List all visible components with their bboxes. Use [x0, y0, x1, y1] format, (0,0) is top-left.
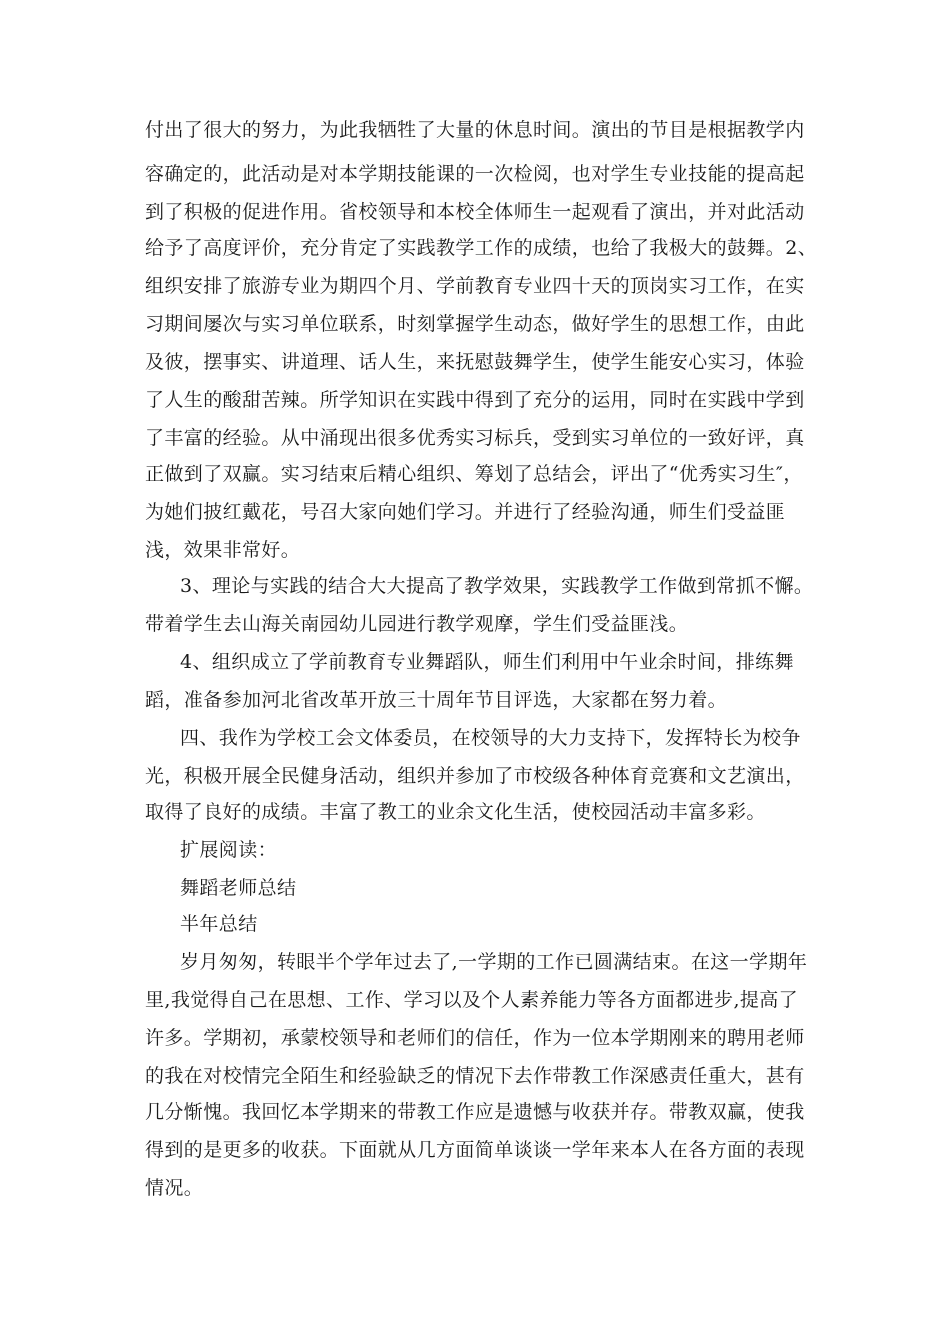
text-line: 为她们披红戴花，号召大家向她们学习。并进行了经验沟通，师生们受益匪 — [145, 501, 786, 523]
text-line: 浅，效果非常好。 — [145, 539, 301, 561]
text-line: 容确定的，此活动是对本学期技能课的一次检阅，也对学生专业技能的提高起 — [145, 163, 805, 185]
text-line: 里,我觉得自己在思想、工作、学习以及个人素养能力等各方面都进步,提高了 — [145, 989, 799, 1011]
paragraph-start-line: 4、组织成立了学前教育专业舞蹈队，师生们利用中午业余时间，排练舞 — [180, 651, 794, 673]
text-line: 组织安排了旅游专业为期四个月、学前教育专业四十天的顶岗实习工作，在实 — [145, 275, 805, 297]
text-line: 到了积极的促进作用。省校领导和本校全体师生一起观看了演出，并对此活动 — [145, 201, 805, 223]
text-line: 习期间屡次与实习单位联系，时刻掌握学生动态，做好学生的思想工作，由此 — [145, 313, 805, 335]
paragraph-start-line: 3、理论与实践的结合大大提高了教学效果，实践教学工作做到常抓不懈。 — [180, 575, 814, 597]
text-line: 带着学生去山海关南园幼儿园进行教学观摩，学生们受益匪浅。 — [145, 613, 689, 635]
section-heading: 舞蹈老师总结 — [180, 877, 297, 899]
text-line: 得到的是更多的收获。下面就从几方面简单谈谈一学年来本人在各方面的表现 — [145, 1139, 805, 1161]
text-line: 给予了高度评价，充分肯定了实践教学工作的成绩，也给了我极大的鼓舞。2、 — [145, 237, 818, 259]
text-line: 许多。学期初，承蒙校领导和老师们的信任，作为一位本学期刚来的聘用老师 — [145, 1027, 805, 1049]
text-line: 了人生的酸甜苦辣。所学知识在实践中得到了充分的运用，同时在实践中学到 — [145, 389, 805, 411]
text-line: 了丰富的经验。从中涌现出很多优秀实习标兵，受到实习单位的一致好评，真 — [145, 427, 805, 449]
section-heading: 半年总结 — [180, 913, 258, 935]
text-line: 几分惭愧。我回忆本学期来的带教工作应是遗憾与收获并存。带教双赢，使我 — [145, 1101, 805, 1123]
text-line: 蹈，准备参加河北省改革开放三十周年节目评选，大家都在努力着。 — [145, 689, 728, 711]
text-line: 光，积极开展全民健身活动，组织并参加了市校级各种体育竞赛和文艺演出， — [145, 765, 805, 787]
section-label: 扩展阅读： — [180, 839, 278, 861]
text-line: 付出了很大的努力，为此我牺牲了大量的休息时间。演出的节目是根据教学内 — [145, 119, 805, 141]
text-line: 取得了良好的成绩。丰富了教工的业余文化生活，使校园活动丰富多彩。 — [145, 801, 766, 823]
text-line: 正做到了双赢。实习结束后精心组织、筹划了总结会，评出了“优秀实习生″， — [145, 463, 803, 485]
paragraph-start-line: 四、我作为学校工会文体委员，在校领导的大力支持下，发挥特长为校争 — [180, 727, 801, 749]
text-line: 的我在对校情完全陌生和经验缺乏的情况下去作带教工作深感责任重大，甚有 — [145, 1065, 805, 1087]
text-line: 情况。 — [145, 1177, 204, 1199]
paragraph-start-line: 岁月匆匆，转眼半个学年过去了,一学期的工作已圆满结束。在这一学期年 — [180, 951, 808, 973]
text-line: 及彼，摆事实、讲道理、话人生，来抚慰鼓舞学生，使学生能安心实习，体验 — [145, 351, 805, 373]
